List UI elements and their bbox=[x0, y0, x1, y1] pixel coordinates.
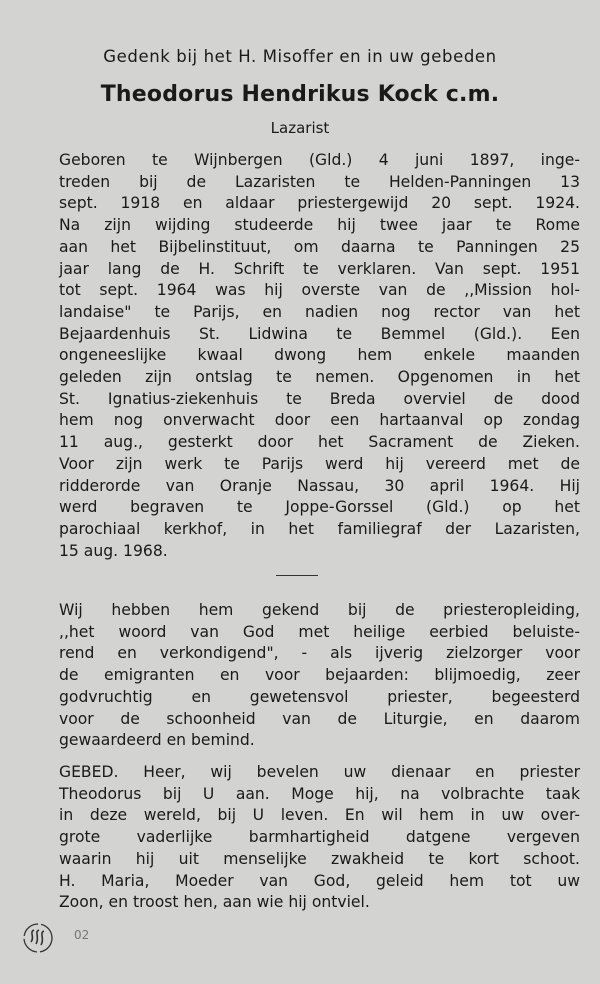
text-line: Voor zijn werk te Parijs werd hij vereerd met de bbox=[59, 454, 580, 473]
text-line: aan het Bijbelinstituut, om daarna te Panningen 25 bbox=[59, 237, 580, 256]
text-line: 11 aug., gesterkt door het Sacrament de Zieken. bbox=[59, 433, 580, 452]
tribute-paragraph bbox=[59, 600, 580, 752]
text-line: landaise" te Parijs, en nadien nog rector van het bbox=[59, 302, 580, 321]
text-line: ongeneeslijke kwaal dwong hem enkele maanden bbox=[59, 346, 580, 365]
text-line: Geboren te Wijnbergen (Gld.) 4 juni 1897, inge- bbox=[59, 151, 580, 169]
biography-paragraph bbox=[59, 150, 580, 562]
text-line: rend en verkondigend", - als ijverig zielzorger voor bbox=[59, 644, 580, 663]
text-line: de emigranten en voor bejaarden: blijmoedig, zeer bbox=[59, 666, 580, 685]
text-line: hem nog onverwacht door een hartaanval op zondag bbox=[59, 411, 580, 430]
text-line: 15 aug. 1968. bbox=[59, 541, 168, 560]
text-line: sept. 1918 en aldaar priestergewijd 20 sept. 1924. bbox=[59, 194, 580, 213]
text-line: Theodorus bij U aan. Moge hij, na volbrachte taak bbox=[59, 784, 580, 803]
prayer-paragraph bbox=[59, 762, 580, 914]
text-line: ridderorde van Oranje Nassau, 30 april 1964. Hij bbox=[59, 476, 580, 495]
text-line: Wij hebben hem gekend bij de priesteropleiding, bbox=[59, 601, 580, 619]
text-line: jaar lang de H. Schrift te verklaren. Van sept. 1951 bbox=[59, 259, 580, 278]
text-line: waarin hij uit menselijke zwakheid te kort schoot. bbox=[59, 849, 580, 868]
text-line: H. Maria, Moeder van God, geleid hem tot uw bbox=[59, 871, 580, 890]
divider bbox=[276, 575, 318, 576]
intro-line: Gedenk bij het H. Misoffer en in uw gebeden bbox=[103, 47, 497, 66]
text-line: voor de schoonheid van de Liturgie, en daarom bbox=[59, 709, 580, 728]
text-line: gewaardeerd en bemind. bbox=[59, 731, 255, 750]
text-line: GEBED. Heer, wij bevelen uw dienaar en priester bbox=[59, 763, 580, 781]
text-line: parochiaal kerkhof, in het familiegraf der Lazaristen, bbox=[59, 519, 580, 538]
text-line: Bejaardenhuis St. Lidwina te Bemmel (Gld.). Een bbox=[59, 324, 580, 343]
text-line: ,,het woord van God met heilige eerbied beluiste- bbox=[59, 622, 580, 641]
text-line: Na zijn wijding studeerde hij twee jaar te Rome bbox=[59, 216, 580, 235]
text-line: godvruchtig en gewetensvol priester, begeesterd bbox=[59, 687, 580, 706]
text-line: St. Ignatius-ziekenhuis te Breda overviel de dood bbox=[59, 389, 580, 408]
text-line: grote vaderlijke barmhartigheid datgene vergeven bbox=[59, 828, 580, 847]
deceased-name: Theodorus Hendrikus Kock c.m. bbox=[100, 82, 500, 107]
text-line: treden bij de Lazaristen te Helden-Panningen 13 bbox=[59, 172, 580, 191]
print-code: 02 bbox=[74, 928, 90, 942]
text-line: tot sept. 1964 was hij overste van de ,,Mission hol- bbox=[59, 281, 580, 300]
text-line: in deze wereld, bij U leven. En wil hem in uw over- bbox=[59, 806, 580, 825]
text-line: werd begraven te Joppe-Gorssel (Gld.) op het bbox=[59, 498, 580, 517]
printer-logo-icon bbox=[22, 922, 54, 954]
text-line: Zoon, en troost hen, aan wie hij ontviel. bbox=[59, 893, 370, 912]
text-line: geleden zijn ontslag te nemen. Opgenomen in het bbox=[59, 368, 580, 387]
order-label: Lazarist bbox=[270, 119, 330, 137]
